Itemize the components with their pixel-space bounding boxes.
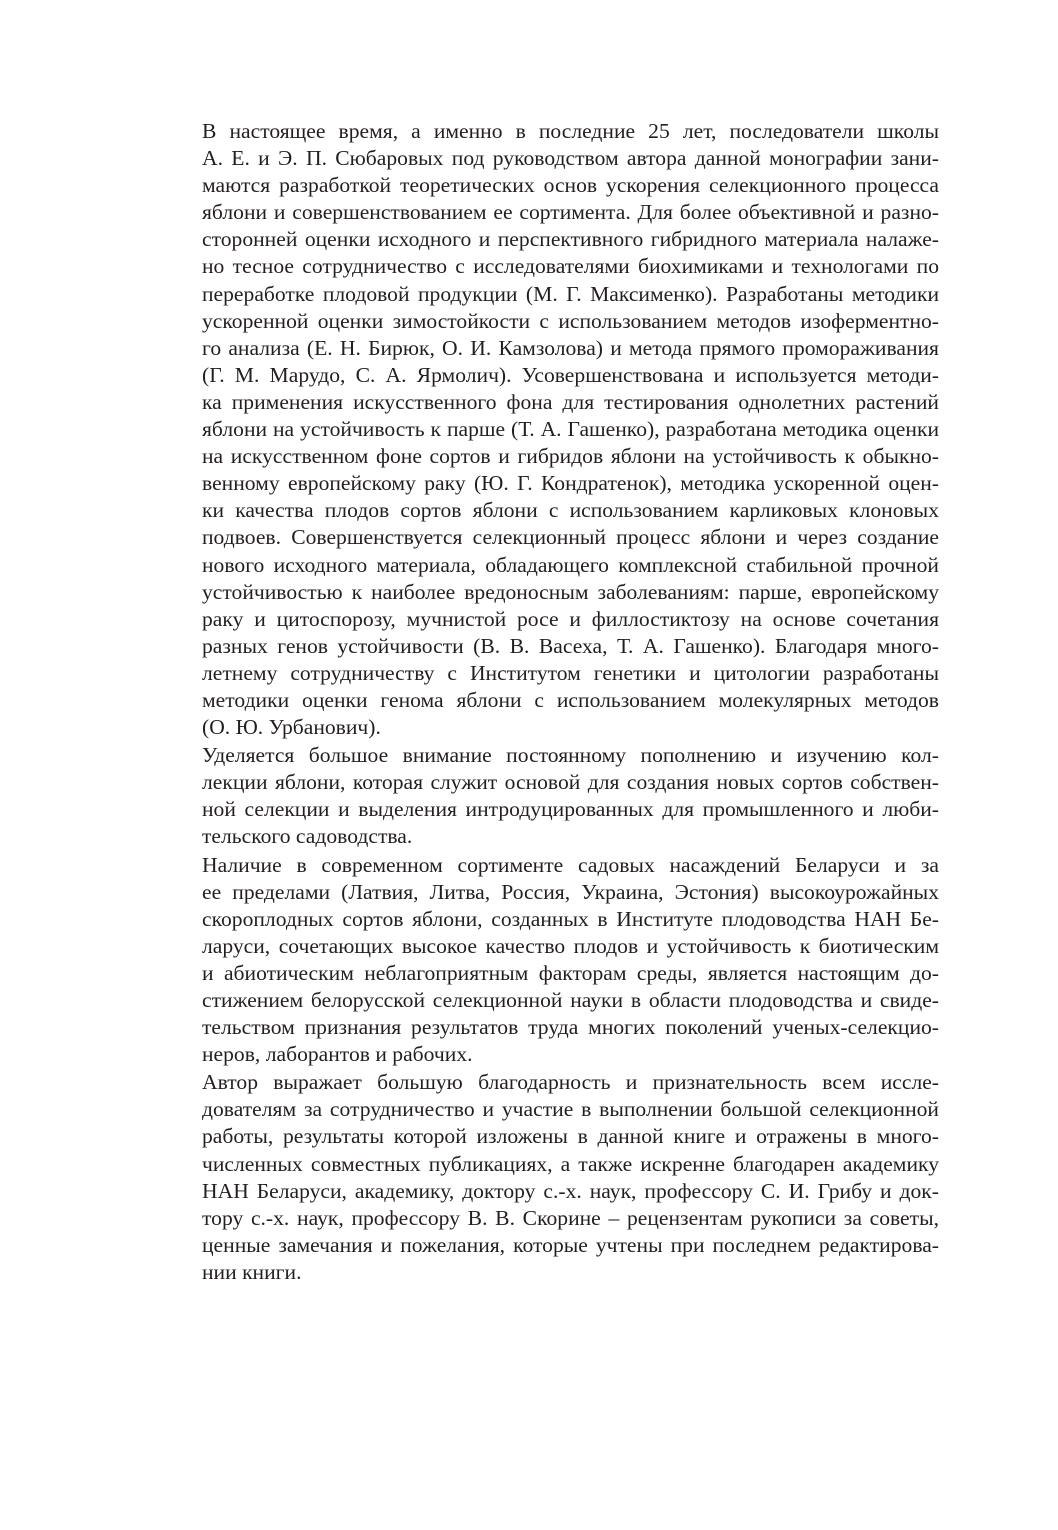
text-line: А. Е. и Э. П. Сюбаровых под руководством автора данной монографии зани- — [202, 146, 939, 171]
paragraph-3 — [166, 852, 939, 1069]
text-line: Уделяется большое внимание постоянному пополнению и изучению кол- — [202, 743, 939, 768]
text-line: дователям за сотрудничество и участие в выполнении большой селекционной — [202, 1097, 939, 1122]
text-line: подвоев. Совершенствуется селекционный процесс яблони и через создание — [202, 525, 939, 550]
text-line: Автор выражает большую благодарность и признательность всем иссле- — [202, 1070, 939, 1095]
text-line: (О. Ю. Урбанович). — [202, 715, 381, 740]
text-line: ки качества плодов сортов яблони с использованием карликовых клоновых — [202, 498, 939, 523]
text-line: сторонней оценки исходного и перспективного гибридного материала налаже- — [202, 227, 939, 252]
text-line: летнему сотрудничеству с Институтом генетики и цитологии разработаны — [202, 660, 939, 685]
text-line: и абиотическим неблагоприятным факторам среды, является настоящим до- — [202, 960, 939, 985]
text-line: лекции яблони, которая служит основой для создания новых сортов собствен- — [202, 770, 939, 795]
text-line: венному европейскому раку (Ю. Г. Кондратенок), методика ускоренной оцен- — [202, 471, 939, 496]
text-line: ее пределами (Латвия, Литва, Россия, Украина, Эстония) высокоурожайных — [202, 879, 939, 904]
text-line: численных совместных публикациях, а также искренне благодарен академику — [202, 1151, 939, 1176]
text-line: ларуси, сочетающих высокое качество плодов и устойчивость к биотическим — [202, 933, 939, 958]
text-line: го анализа (Е. Н. Бирюк, О. И. Камзолова) и метода прямого промораживания — [202, 335, 939, 360]
text-line: скороплодных сортов яблони, созданных в Институте плодоводства НАН Бе- — [202, 906, 939, 931]
text-line: раку и цитоспорозу, мучнистой росе и филлостиктозу на основе сочетания — [202, 606, 939, 631]
text-line: (Г. М. Марудо, С. А. Ярмолич). Усовершенствована и используется методи- — [202, 362, 939, 387]
text-line: НАН Беларуси, академику, доктору с.-х. наук, профессору С. И. Грибу и док- — [202, 1178, 939, 1203]
text-line: методики оценки генома яблони с использованием молекулярных методов — [202, 687, 939, 712]
text-line: разных генов устойчивости (В. В. Васеха, Т. А. Гашенко). Благодаря много- — [202, 633, 939, 658]
text-line: яблони и совершенствованием ее сортимента. Для более объективной и разно- — [202, 200, 939, 225]
text-line: неров, лаборантов и рабочих. — [202, 1042, 473, 1067]
text-line: тору с.-х. наук, профессору В. В. Скорине – рецензентам рукописи за советы, — [202, 1205, 939, 1230]
text-line: ка применения искусственного фона для тестирования однолетних растений — [202, 389, 939, 414]
text-line: устойчивостью к наиболее вредоносным заболеваниям: парше, европейскому — [202, 579, 939, 604]
text-line: на искусственном фоне сортов и гибридов яблони на устойчивость к обыкно- — [202, 444, 939, 469]
text-line: тельского садоводства. — [202, 824, 413, 849]
text-line: но тесное сотрудничество с исследователями биохимиками и технологами по — [202, 254, 939, 279]
paragraph-1 — [166, 118, 939, 741]
paragraph-2 — [166, 742, 939, 850]
text-line: стижением белорусской селекционной науки в области плодоводства и свиде- — [202, 988, 939, 1012]
text-line: ускоренной оценки зимостойкости с использованием методов изоферментно- — [202, 308, 939, 333]
text-line: тельством признания результатов труда многих поколений ученых-селекцио- — [202, 1015, 939, 1040]
text-line: ценные замечания и пожелания, которые учтены при последнем редактирова- — [202, 1232, 939, 1257]
text-line: маются разработкой теоретических основ ускорения селекционного процесса — [202, 173, 939, 198]
text-line: переработке плодовой продукции (М. Г. Максименко). Разработаны методики — [202, 281, 939, 306]
text-line: нового исходного материала, обладающего комплексной стабильной прочной — [202, 552, 939, 577]
text-line: работы, результаты которой изложены в данной книге и отражены в много- — [202, 1124, 939, 1149]
text-line: яблони на устойчивость к парше (Т. А. Гашенко), разработана методика оценки — [202, 417, 939, 442]
text-line: ной селекции и выделения интродуцированных для промышленного и люби- — [202, 797, 939, 822]
text-line: Наличие в современном сортименте садовых насаждений Беларуси и за — [202, 852, 939, 877]
document-page — [166, 118, 939, 1286]
text-line: нии книги. — [202, 1259, 302, 1284]
text-line: В настоящее время, а именно в последние 25 лет, последователи школы — [202, 119, 939, 143]
paragraph-4 — [166, 1069, 939, 1286]
